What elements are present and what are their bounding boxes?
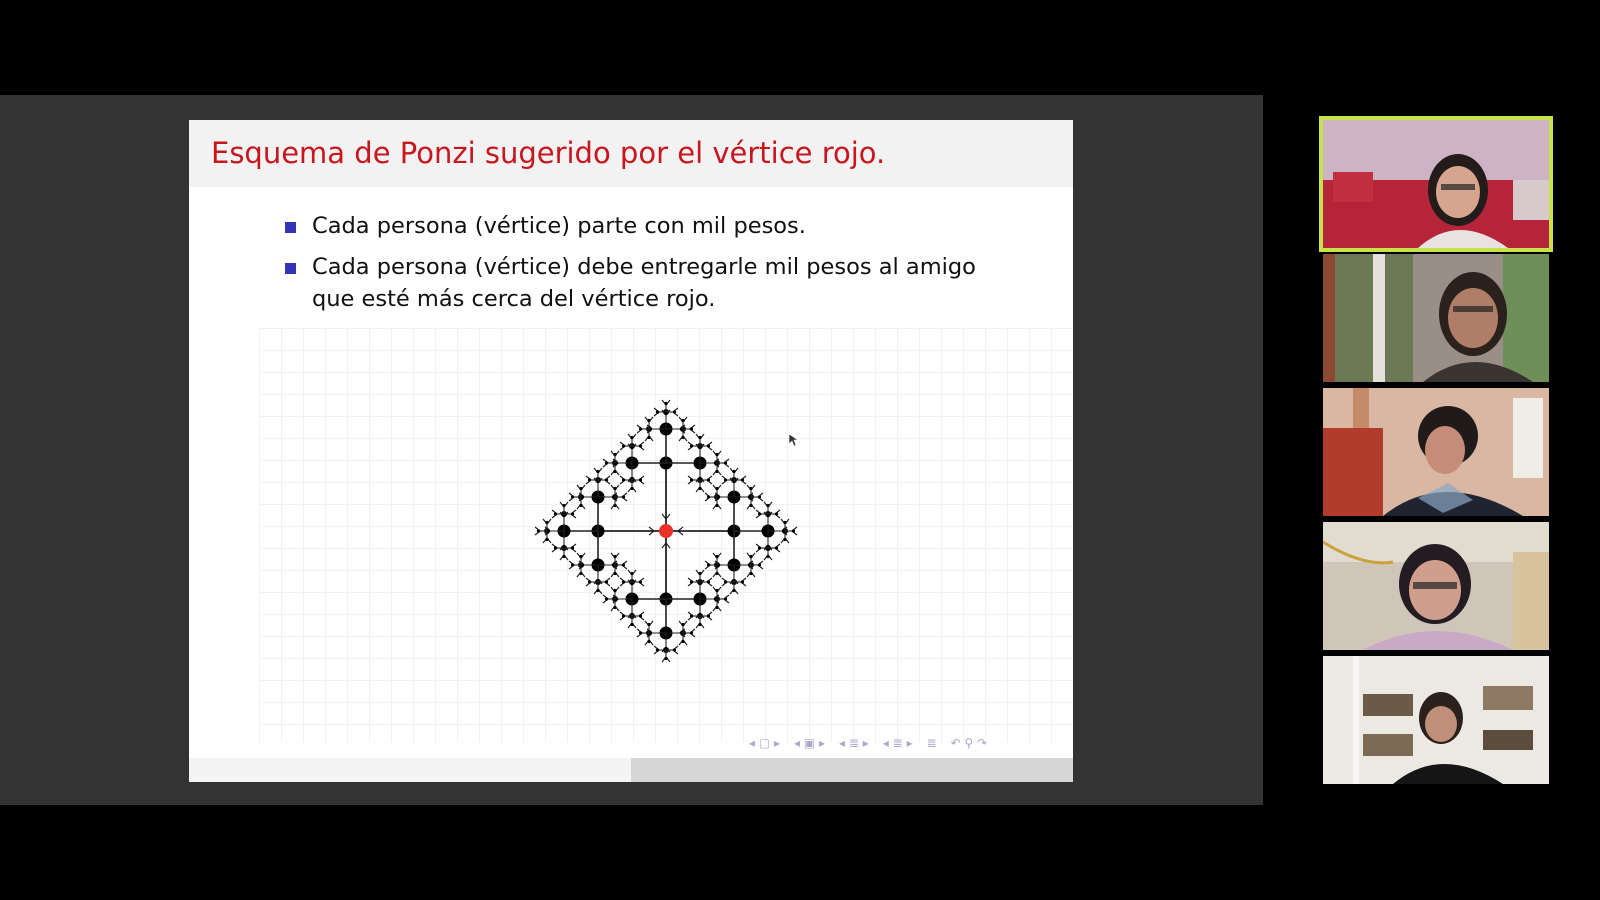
- tree-vertex: [690, 580, 693, 583]
- tree-vertex: [647, 419, 650, 422]
- tree-vertex: [715, 470, 718, 473]
- tree-vertex: [613, 504, 616, 507]
- tree-vertex: [639, 478, 642, 481]
- tree-vertex: [724, 478, 727, 481]
- tree-vertex: [622, 444, 625, 447]
- tree-vertex: [613, 606, 616, 609]
- nav-search-icon[interactable]: ↶ ⚲ ↷: [950, 736, 988, 750]
- tree-vertex: [630, 572, 633, 575]
- tree-vertex: [571, 563, 574, 566]
- tree-vertex: [639, 427, 642, 430]
- tree-vertex: [698, 623, 701, 626]
- tree-vertex: [715, 606, 718, 609]
- tree-vertex: [698, 436, 701, 439]
- tree-vertex: [613, 572, 616, 575]
- tree-vertex: [613, 453, 616, 456]
- participant-video: [1323, 656, 1549, 784]
- tree-vertex: [690, 478, 693, 481]
- tree-diagram: [259, 328, 1073, 742]
- tree-vertex: [724, 580, 727, 583]
- nav-subsection-icon[interactable]: ◂ ▣ ▸: [794, 736, 826, 750]
- tree-vertex: [579, 487, 582, 490]
- tree-vertex: [698, 572, 701, 575]
- participant-video-tile[interactable]: [1323, 656, 1549, 784]
- tree-vertex: [605, 461, 608, 464]
- tree-vertex: [690, 631, 693, 634]
- tree-vertex: [758, 546, 761, 549]
- tree-vertex: [758, 563, 761, 566]
- tree-vertex: [613, 589, 616, 592]
- tree-vertex: [673, 410, 676, 413]
- participant-video: [1323, 522, 1549, 650]
- participant-video-tile[interactable]: [1323, 254, 1549, 382]
- tree-vertex: [545, 538, 548, 541]
- tree-vertex: [545, 521, 548, 524]
- tree-vertex: [622, 614, 625, 617]
- presentation-slide: [189, 120, 1073, 782]
- tree-vertex: [571, 546, 574, 549]
- tree-vertex: [562, 555, 565, 558]
- tree-vertex: [630, 436, 633, 439]
- nav-section-icon[interactable]: ◂ ≣ ▸: [839, 736, 869, 750]
- tree-vertex: [690, 614, 693, 617]
- tree-vertex: [588, 580, 591, 583]
- tree-vertex: [647, 436, 650, 439]
- tree-vertex: [690, 444, 693, 447]
- tree-vertex: [588, 478, 591, 481]
- tree-vertex: [749, 504, 752, 507]
- tree-vertex: [596, 589, 599, 592]
- tree-vertex: [639, 444, 642, 447]
- tree-vertex: [554, 546, 557, 549]
- tree-vertex: [622, 495, 625, 498]
- tree-vertex: [741, 580, 744, 583]
- participant-video: [1323, 120, 1549, 248]
- nav-frame-icon[interactable]: ◂ ▢ ▸: [749, 736, 781, 750]
- tree-vertex: [613, 487, 616, 490]
- tree-vertex: [647, 640, 650, 643]
- tree-vertex: [622, 563, 625, 566]
- tree-vertex: [605, 580, 608, 583]
- tree-vertex: [690, 427, 693, 430]
- tree-vertex: [775, 546, 778, 549]
- tree-vertex: [664, 402, 667, 405]
- participant-video-tile[interactable]: [1323, 120, 1549, 248]
- tree-vertex: [571, 512, 574, 515]
- nav-document-icon[interactable]: ◂ ≣ ▸: [882, 736, 913, 750]
- tree-vertex: [724, 597, 727, 600]
- tree-vertex: [707, 563, 710, 566]
- tree-vertex: [766, 555, 769, 558]
- participant-video-tile[interactable]: [1323, 388, 1549, 516]
- slide-title-bar: [189, 120, 1073, 187]
- tree-vertex: [622, 478, 625, 481]
- tree-vertex: [562, 504, 565, 507]
- tree-vertex: [715, 453, 718, 456]
- tree-vertex: [664, 657, 667, 660]
- bullet-list: [285, 210, 1025, 324]
- participant-video-tile[interactable]: [1323, 522, 1549, 650]
- slide-progress-fill: [631, 758, 1073, 782]
- tree-vertex: [749, 572, 752, 575]
- tree-vertex: [681, 419, 684, 422]
- tree-vertex: [741, 478, 744, 481]
- tree-vertex: [758, 512, 761, 515]
- mouse-cursor-icon: [789, 434, 799, 448]
- tree-vertex: [630, 487, 633, 490]
- slide-title: Esquema de Ponzi sugerido por el vértice rojo.: [211, 136, 886, 170]
- tree-vertex: [758, 495, 761, 498]
- tree-vertex: [613, 555, 616, 558]
- tree-vertex: [579, 572, 582, 575]
- tree-vertex: [707, 580, 710, 583]
- tree-vertex: [732, 589, 735, 592]
- tree-vertex: [622, 580, 625, 583]
- tree-vertex: [724, 461, 727, 464]
- tree-vertex: [775, 512, 778, 515]
- tree-vertex: [605, 597, 608, 600]
- tree-vertex: [715, 487, 718, 490]
- tree-vertex: [766, 504, 769, 507]
- tree-vertex: [715, 504, 718, 507]
- tree-vertex: [681, 640, 684, 643]
- bullet-text: Cada persona (vértice) parte con mil pesos.: [312, 213, 806, 239]
- tree-vertex: [630, 623, 633, 626]
- tree-vertex: [656, 648, 659, 651]
- tree-vertex: [673, 648, 676, 651]
- tree-vertex: [715, 555, 718, 558]
- bullet-square-icon: [285, 263, 296, 274]
- bullet-item: [285, 251, 1025, 315]
- diagram-grid-background: [259, 328, 1073, 742]
- tree-vertex: [783, 521, 786, 524]
- tree-vertex: [707, 444, 710, 447]
- tree-vertex: [707, 614, 710, 617]
- tree-vertex: [715, 572, 718, 575]
- bullet-square-icon: [285, 222, 296, 233]
- bullet-text: Cada persona (vértice) debe entregarle mil pesos al amigo que esté más cerca del vértice rojo.: [312, 254, 976, 312]
- tree-vertex: [749, 487, 752, 490]
- participant-video: [1323, 388, 1549, 516]
- tree-vertex: [783, 538, 786, 541]
- tree-vertex: [613, 470, 616, 473]
- tree-vertex: [681, 436, 684, 439]
- nav-toc-icon[interactable]: ≣: [926, 736, 937, 750]
- root-vertex-red: [659, 524, 673, 538]
- tree-vertex: [605, 478, 608, 481]
- tree-vertex: [571, 495, 574, 498]
- tree-vertex: [715, 589, 718, 592]
- tree-vertex: [579, 555, 582, 558]
- tree-vertex: [707, 478, 710, 481]
- tree-vertex: [681, 623, 684, 626]
- tree-vertex: [707, 495, 710, 498]
- bullet-item: [285, 210, 1025, 242]
- tree-vertex: [749, 555, 752, 558]
- tree-vertex: [732, 470, 735, 473]
- tree-vertex: [554, 512, 557, 515]
- beamer-navigation-bar[interactable]: [749, 735, 987, 751]
- tree-vertex: [579, 504, 582, 507]
- tree-vertex: [639, 614, 642, 617]
- tree-vertex: [656, 410, 659, 413]
- tree-vertex: [698, 487, 701, 490]
- tree-vertex: [647, 623, 650, 626]
- participant-video: [1323, 254, 1549, 382]
- tree-vertex: [639, 631, 642, 634]
- tree-vertex: [792, 529, 795, 532]
- tree-vertex: [596, 470, 599, 473]
- tree-vertex: [537, 529, 540, 532]
- tree-vertex: [639, 580, 642, 583]
